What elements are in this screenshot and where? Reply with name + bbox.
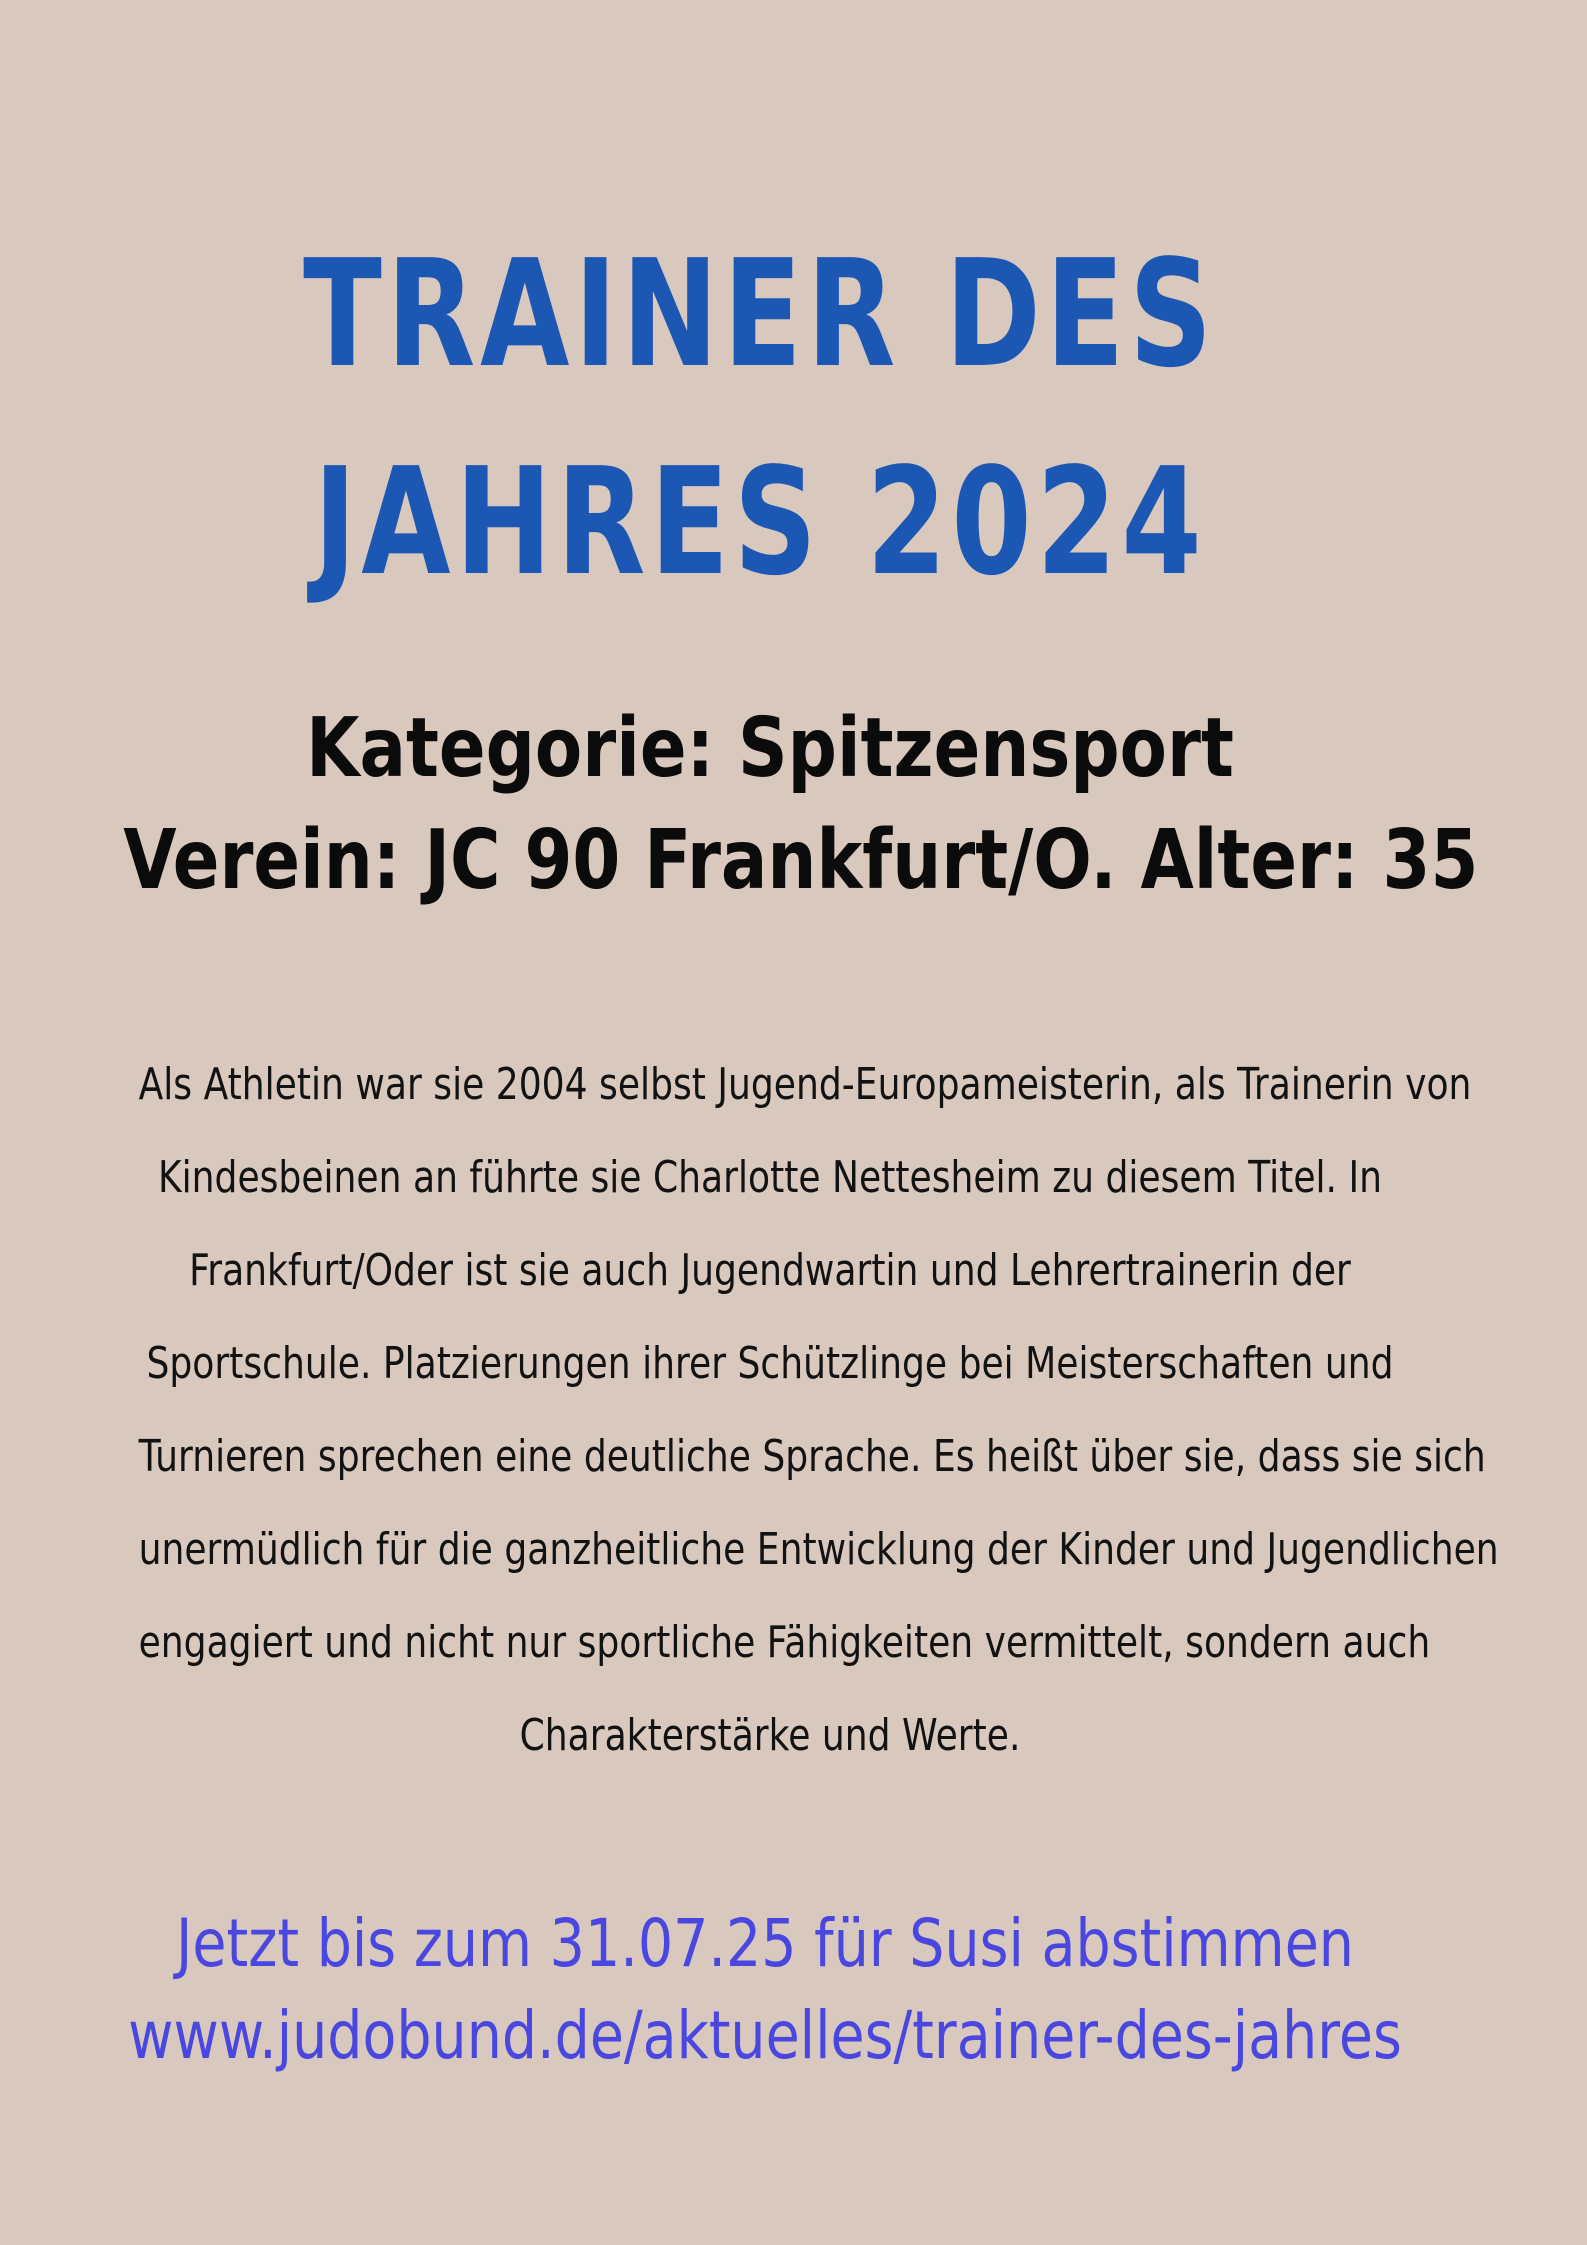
description-line: Sportschule. Platzierungen ihrer Schützlinge bei Meisterschaften und: [146, 1338, 1394, 1389]
title-line-1: TRAINER DES: [303, 228, 1217, 400]
description-line: Charakterstärke und Werte.: [519, 1710, 1021, 1761]
nominee-description: [138, 1038, 1499, 1782]
title-line-2: JAHRES 2024: [313, 436, 1207, 608]
nominee-meta: [123, 693, 1479, 917]
description-line: unermüdlich für die ganzheitliche Entwicklung der Kinder und Jugendlichen: [138, 1524, 1499, 1575]
vote-call-to-action: [122, 1898, 1407, 2082]
category-label: Kategorie: Spitzensport: [306, 701, 1234, 796]
poster-title: [167, 210, 1353, 626]
vote-url-link[interactable]: www.judobund.de/aktuelles/trainer-des-jahres: [128, 1997, 1402, 2074]
description-line: Frankfurt/Oder ist sie auch Jugendwartin und Lehrertrainerin der: [189, 1245, 1351, 1296]
description-line: engagiert und nicht nur sportliche Fähigkeiten vermittelt, sondern auch: [138, 1617, 1431, 1668]
club-age-label: Verein: JC 90 Frankfurt/O. Alter: 35: [123, 813, 1479, 908]
description-line: Kindesbeinen an führte sie Charlotte Nettesheim zu diesem Titel. In: [157, 1152, 1383, 1203]
description-line: Turnieren sprechen eine deutliche Sprache. Es heißt über sie, dass sie sich: [138, 1431, 1486, 1482]
vote-text: Jetzt bis zum 31.07.25 für Susi abstimmen: [176, 1905, 1354, 1982]
description-line: Als Athletin war sie 2004 selbst Jugend-Europameisterin, als Trainerin von: [138, 1059, 1472, 1110]
